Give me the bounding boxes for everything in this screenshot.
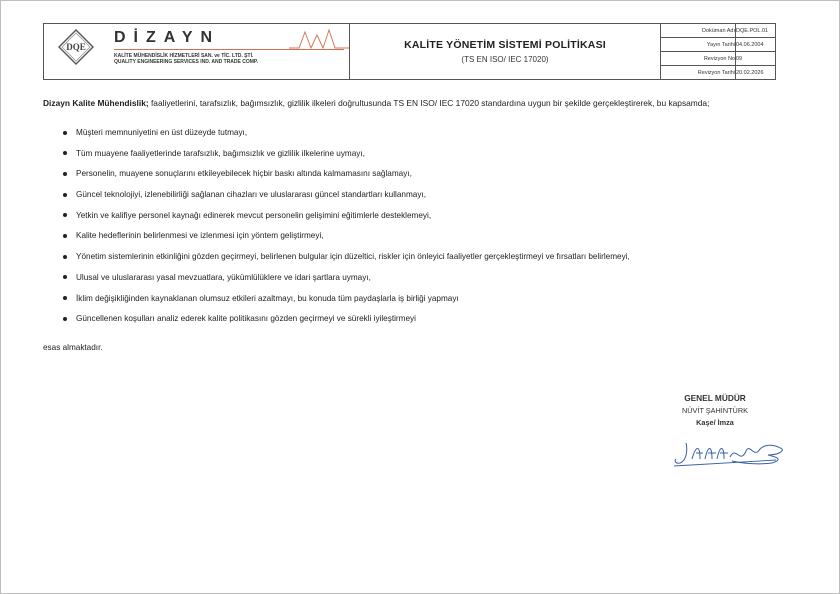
policy-item: Güncel teknolojiyi, izlenebilirliği sağlanan cihazları ve uluslararası güncel standartları kullanmayı, — [62, 188, 630, 209]
handwritten-signature — [672, 437, 790, 469]
zigzag-wave-icon — [289, 27, 349, 49]
closing-text: esas almaktadır. — [43, 343, 103, 352]
meta-value-publish-date: 04.06.2004 — [736, 38, 776, 52]
intro-company-name: Dizayn Kalite Mühendislik; — [43, 98, 149, 108]
intro-paragraph — [43, 97, 803, 110]
logo-cell — [44, 24, 350, 80]
company-logo-icon — [58, 29, 94, 65]
stamp-label: Kaşe/ İmza — [696, 418, 734, 427]
meta-value-document-name: DQE.POL.01 — [736, 24, 776, 38]
intro-text: faaliyetlerini, tarafsızlık, bağımsızlık, gizlilik ilkeleri doğrultusunda TS EN ISO/ IEC 17020 standardına uygun bir şekilde gerçekleştirerek, bu kapsamda; — [148, 98, 710, 108]
brand-name: DİZAYN — [114, 29, 221, 46]
company-name-tr: KALİTE MÜHENDİSLİK HİZMETLERİ SAN. ve TİC. LTD. ŞTİ. — [114, 53, 254, 59]
meta-label: Revizyon Tarihi — [661, 66, 736, 80]
meta-value-revision-date: 20.02.2026 — [736, 66, 776, 80]
policy-item: Müşteri memnuniyetini en üst düzeyde tutmayı, — [62, 126, 630, 147]
policy-item: Ulusal ve uluslararası yasal mevzuatlara, yükümlülüklere ve idari şartlara uymayı, — [62, 271, 630, 292]
meta-label: Revizyon No — [661, 52, 736, 66]
signatory-role: GENEL MÜDÜR — [684, 393, 746, 403]
policy-list — [62, 126, 630, 333]
policy-item: Güncellenen koşulları analiz ederek kalite politikasını gözden geçirmeyi ve sürekli iyileştirmeyi — [62, 312, 630, 333]
title-cell — [350, 24, 661, 80]
policy-item: Yetkin ve kalifiye personel kaynağı edinerek mevcut personelin gelişimini eğitimlerle desteklemeyi, — [62, 209, 630, 230]
meta-value-revision-no: 09 — [736, 52, 776, 66]
policy-item: Personelin, muayene sonuçlarını etkileyebilecek hiçbir baskı altında kalmamasını sağlamayı, — [62, 167, 630, 188]
company-name-en: QUALITY ENGINEERING SERVICES IND. AND TRADE COMP. — [114, 59, 259, 65]
document-title: KALİTE YÖNETİM SİSTEMİ POLİTİKASI — [404, 39, 606, 51]
policy-item: İklim değişikliğinden kaynaklanan olumsuz etkileri azaltmayı, bu konuda tüm paydaşlarla iş birliği yapmayı — [62, 292, 630, 313]
document-subtitle: (TS EN ISO/ IEC 17020) — [461, 55, 549, 64]
policy-item: Tüm muayene faaliyetlerinde tarafsızlık, bağımsızlık ve gizlilik ilkelerine uymayı, — [62, 147, 630, 168]
signatory-name: NÜVİT ŞAHİNTÜRK — [682, 406, 748, 415]
document-header-table — [43, 23, 776, 80]
signature-block — [660, 393, 770, 427]
logo-text: DQE — [66, 42, 86, 52]
brand-divider — [114, 49, 344, 50]
meta-label: Yayın Tarihi — [661, 38, 736, 52]
policy-item: Kalite hedeflerinin belirlenmesi ve izlenmesi için yöntem geliştirmeyi, — [62, 229, 630, 250]
policy-item: Yönetim sistemlerinin etkinliğini gözden geçirmeyi, belirlenen bulgular için düzeltici, riskler için önleyici faaliyetler gerçekleştirmeyi ve fırsatları belirlemeyi, — [62, 250, 630, 271]
meta-label: Doküman Adı — [661, 24, 736, 38]
